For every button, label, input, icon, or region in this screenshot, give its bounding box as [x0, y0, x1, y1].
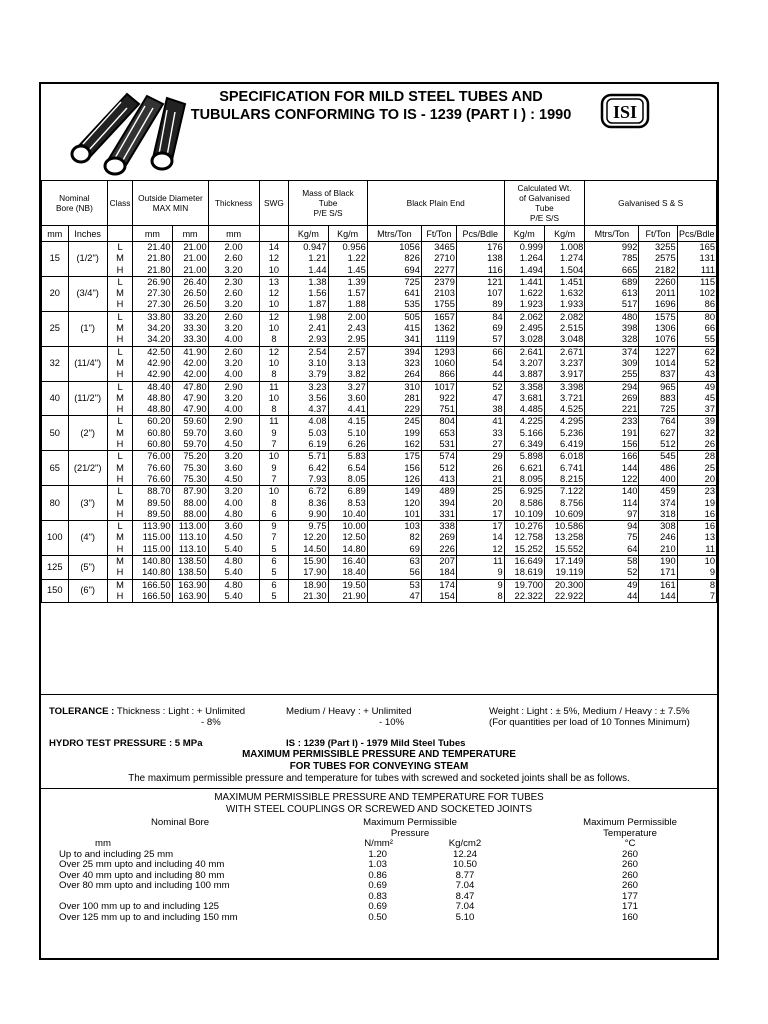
cell-mt: 1056 826 694: [367, 242, 421, 277]
mp-cell-kg: 7.04: [455, 901, 475, 912]
cell-gss: 3.398 3.721 4.525: [544, 381, 584, 416]
table-row: [42, 556, 717, 580]
mp-unit-temp: °C: [624, 838, 636, 849]
cell-cls: M H: [107, 579, 132, 603]
cell-mm: 15: [42, 242, 69, 277]
cell-min: 75.20 75.30 75.30: [172, 451, 208, 486]
cell-pe: 5.71 6.42 7.93: [289, 451, 328, 486]
mp-cell-temp: 171: [622, 901, 639, 912]
is-reference: IS : 1239 (Part I) - 1979 Mild Steel Tubes: [286, 738, 466, 749]
cell-pe: 1.98 2.41 2.93: [289, 311, 328, 346]
cell-gss: 2.671 3.237 3.917: [544, 346, 584, 381]
tolerance-thickness-light-minus: - 8%: [201, 717, 221, 728]
cell-gpcs: 8 7: [677, 579, 716, 603]
unit-cell: Kg/m: [504, 226, 544, 242]
cell-pcs: 121 107 89: [456, 276, 504, 311]
cell-inch: (3/4"): [68, 276, 107, 311]
cell-gpcs: 39 32 26: [677, 416, 716, 451]
cell-gpcs: 23 19 16: [677, 486, 716, 521]
cell-gmt: 94 75 64: [585, 521, 639, 556]
cell-mm: 20: [42, 276, 69, 311]
mp-table-title-2: WITH STEEL COUPLINGS OR SCREWED AND SOCKETED JOINTS: [225, 804, 533, 815]
mp-cell-temp: 177: [622, 890, 639, 902]
cell-swg: 12 10 8: [259, 311, 289, 346]
cell-inch: (2"): [68, 416, 107, 451]
cell-max: 60.20 60.80 60.80: [133, 416, 172, 451]
isi-mark-logo: [600, 93, 650, 129]
table-row: [42, 276, 717, 311]
cell-gss: 1.451 1.632 1.933: [544, 276, 584, 311]
table-row: [42, 311, 717, 346]
cell-gpcs: 10 9: [677, 556, 716, 580]
cell-mt: 149 120 101: [367, 486, 421, 521]
cell-gpe: 10.276 12.758 15.252: [504, 521, 544, 556]
unit-cell: Ft/Ton: [639, 226, 677, 242]
tolerance-thickness-light: Thickness : Light : + Unlimited: [116, 706, 246, 717]
cell-mm: 80: [42, 486, 69, 521]
cell-gmt: 689 613 517: [585, 276, 639, 311]
cell-gss: 4.295 5.236 6.419: [544, 416, 584, 451]
cell-gmt: 49 44: [585, 579, 639, 603]
cell-max: 42.50 42.90 42.90: [133, 346, 172, 381]
cell-ft: 207 184: [421, 556, 456, 580]
cell-ft: 1293 1060 866: [421, 346, 456, 381]
cell-inch: (11/2"): [68, 381, 107, 416]
mp-cell-nmm: 1.20: [368, 848, 387, 860]
cell-thk: 3.60 4.50 5.40: [208, 521, 259, 556]
cell-pe: 6.72 8.36 9.90: [289, 486, 328, 521]
cell-swg: 6 5: [259, 556, 289, 580]
cell-thk: 3.20 3.60 4.50: [208, 451, 259, 486]
cell-gss: 1.008 1.274 1.504: [544, 242, 584, 277]
tolerance-block: [49, 706, 245, 718]
unit-cell: Inches: [68, 226, 107, 242]
cell-mt: 103 82 69: [367, 521, 421, 556]
cell-min: 87.90 88.00 88.00: [172, 486, 208, 521]
cell-ft: 1017 922 751: [421, 381, 456, 416]
mp-cell-bore: Over 100 mm up to and including 125: [59, 901, 219, 912]
cell-gpe: 2.062 2.495 3.028: [504, 311, 544, 346]
table-row: [42, 381, 717, 416]
unit-cell: Ft/Ton: [421, 226, 456, 242]
cell-mt: 175 156 126: [367, 451, 421, 486]
cell-pcs: 66 54 44: [456, 346, 504, 381]
cell-gmt: 140 114 97: [585, 486, 639, 521]
cell-gft: 965 883 725: [639, 381, 677, 416]
cell-cls: L M H: [107, 416, 132, 451]
mp-cell-kg: 12.24: [453, 848, 478, 860]
cell-gft: 545 486 400: [639, 451, 677, 486]
cell-swg: 10 8 6: [259, 486, 289, 521]
tolerance-medium-heavy-minus: - 10%: [379, 717, 405, 728]
header-swg: SWG: [259, 181, 289, 226]
cell-gft: 308 246 210: [639, 521, 677, 556]
cell-pe: 3.23 3.56 4.37: [289, 381, 328, 416]
table-row: [42, 416, 717, 451]
cell-ft: 574 512 413: [421, 451, 456, 486]
cell-ss: 2.57 3.13 3.82: [328, 346, 367, 381]
cell-mm: 25: [42, 311, 69, 346]
cell-max: 26.90 27.30 27.30: [133, 276, 172, 311]
cell-inch: (21/2"): [68, 451, 107, 486]
cell-max: 33.80 34.20 34.20: [133, 311, 172, 346]
cell-mt: 245 199 162: [367, 416, 421, 451]
cell-gft: 1227 1014 837: [639, 346, 677, 381]
cell-gpe: 2.641 3.207 3.887: [504, 346, 544, 381]
cell-gss: 10.586 13.258 15.552: [544, 521, 584, 556]
cell-cls: L M H: [107, 381, 132, 416]
mp-cell-temp: 260: [622, 869, 639, 881]
mp-cell-nmm: 0.83: [368, 890, 387, 902]
cell-ss: 10.00 12.50 14.80: [328, 521, 367, 556]
cell-swg: 11 9 7: [259, 416, 289, 451]
mp-row: [55, 860, 705, 871]
cell-inch: (1"): [68, 311, 107, 346]
cell-thk: 3.20 4.00 4.80: [208, 486, 259, 521]
mp-cell-nmm: 0.50: [368, 911, 387, 923]
unit-cell: mm: [42, 226, 69, 242]
cell-mm: 125: [42, 556, 69, 580]
cell-thk: 2.90 3.20 4.00: [208, 381, 259, 416]
cell-ft: 338 269 226: [421, 521, 456, 556]
cell-gpcs: 80 66 55: [677, 311, 716, 346]
cell-pe: 1.38 1.56 1.87: [289, 276, 328, 311]
cell-ss: 19.50 21.90: [328, 579, 367, 603]
cell-ss: 1.39 1.57 1.88: [328, 276, 367, 311]
table-row: [42, 486, 717, 521]
cell-inch: (6"): [68, 579, 107, 603]
cell-swg: 9 7 5: [259, 521, 289, 556]
table-row: [42, 579, 717, 603]
tolerance-medium-heavy: Medium / Heavy : + Unlimited: [286, 706, 412, 717]
header-nominal-bore: Nominal Bore (NB): [42, 181, 108, 226]
unit-cell: Pcs/Bdle: [677, 226, 716, 242]
cell-gpcs: 49 45 37: [677, 381, 716, 416]
cell-gmt: 233 191 156: [585, 416, 639, 451]
cell-mm: 100: [42, 521, 69, 556]
sheet-header: [41, 84, 717, 181]
cell-pe: 15.90 17.90: [289, 556, 328, 580]
cell-pcs: 84 69 57: [456, 311, 504, 346]
cell-max: 21.40 21.80 21.80: [133, 242, 172, 277]
mp-cell-temp: 260: [622, 848, 639, 860]
header-thickness: Thickness: [208, 181, 259, 226]
isi-logo-text: ISI: [612, 102, 638, 122]
cell-ss: 6.89 8.53 10.40: [328, 486, 367, 521]
cell-thk: 2.60 3.20 4.00: [208, 346, 259, 381]
cell-gss: 6.018 6.741 8.215: [544, 451, 584, 486]
cell-mm: 40: [42, 381, 69, 416]
cell-max: 166.50 166.50: [133, 579, 172, 603]
spec-sheet: [39, 82, 719, 960]
cell-max: 76.00 76.60 76.60: [133, 451, 172, 486]
unit-cell: mm: [208, 226, 259, 242]
cell-pe: 0.947 1.21 1.44: [289, 242, 328, 277]
cell-gpe: 4.225 5.166 6.349: [504, 416, 544, 451]
cell-swg: 10 9 7: [259, 451, 289, 486]
tolerance-weight: Weight : Light : ± 5%, Medium / Heavy : ± 7.5%: [489, 706, 690, 717]
header-outside-diameter: Outside Diameter MAX MIN: [133, 181, 208, 226]
cell-min: 47.80 47.90 47.90: [172, 381, 208, 416]
mp-header-nominal-bore: Nominal Bore: [150, 817, 210, 828]
cell-pcs: 11 9: [456, 556, 504, 580]
cell-swg: 12 10 8: [259, 346, 289, 381]
cell-mm: 50: [42, 416, 69, 451]
cell-pe: 18.90 21.30: [289, 579, 328, 603]
mp-cell-kg: 8.47: [455, 890, 475, 902]
mp-row: [55, 881, 705, 892]
cell-inch: (3"): [68, 486, 107, 521]
cell-swg: 6 5: [259, 579, 289, 603]
cell-pe: 2.54 3.10 3.79: [289, 346, 328, 381]
cell-gpcs: 62 52 43: [677, 346, 716, 381]
mp-row: [55, 913, 705, 924]
mp-cell-bore: Over 125 mm up to and including 150 mm: [59, 911, 238, 923]
cell-thk: 2.60 3.20 4.00: [208, 311, 259, 346]
cell-ft: 489 394 331: [421, 486, 456, 521]
table-row: [42, 346, 717, 381]
max-pressure-note: The maximum permissible pressure and temperature for tubes with screwed and socketed joints shall be as follows.: [128, 773, 630, 784]
cell-pcs: 176 138 116: [456, 242, 504, 277]
cell-min: 26.40 26.50 26.50: [172, 276, 208, 311]
cell-mt: 310 281 229: [367, 381, 421, 416]
cell-cls: L M H: [107, 486, 132, 521]
cell-gpcs: 165 131 111: [677, 242, 716, 277]
cell-ft: 174 154: [421, 579, 456, 603]
cell-min: 138.50 138.50: [172, 556, 208, 580]
mp-cell-temp: 260: [622, 880, 639, 891]
unit-cell: Pcs/Bdle: [456, 226, 504, 242]
cell-gpe: 3.358 3.681 4.485: [504, 381, 544, 416]
cell-gpcs: 16 13 11: [677, 521, 716, 556]
cell-gmt: 166 144 122: [585, 451, 639, 486]
cell-pcs: 9 8: [456, 579, 504, 603]
cell-pcs: 41 33 27: [456, 416, 504, 451]
cell-ft: 1657 1362 1119: [421, 311, 456, 346]
cell-cls: L M H: [107, 276, 132, 311]
tolerance-label: TOLERANCE :: [49, 706, 115, 717]
cell-ft: 804 653 531: [421, 416, 456, 451]
cell-gft: 2260 2011 1696: [639, 276, 677, 311]
mp-cell-kg: 5.10: [455, 911, 475, 923]
cell-gmt: 58 52: [585, 556, 639, 580]
unit-row: [42, 226, 717, 242]
mp-cell-kg: 8.77: [455, 869, 475, 881]
cell-inch: (4"): [68, 521, 107, 556]
cell-gpe: 19.700 22.322: [504, 579, 544, 603]
unit-cell: Kg/m: [289, 226, 328, 242]
cell-ss: 2.00 2.43 2.95: [328, 311, 367, 346]
cell-inch: (11/4"): [68, 346, 107, 381]
title-line-1: SPECIFICATION FOR MILD STEEL TUBES AND: [219, 89, 543, 105]
cell-gft: 1575 1306 1076: [639, 311, 677, 346]
cell-ss: 5.83 6.54 8.05: [328, 451, 367, 486]
table-row: [42, 521, 717, 556]
header-class: Class: [107, 181, 132, 226]
mp-cell-nmm: 0.69: [368, 880, 387, 891]
mp-cell-bore: Over 25 mm upto and including 40 mm: [59, 859, 225, 870]
cell-max: 140.80 140.80: [133, 556, 172, 580]
cell-gpcs: 28 25 20: [677, 451, 716, 486]
cell-cls: L M H: [107, 242, 132, 277]
mp-cell-bore: Over 40 mm upto and including 80 mm: [59, 869, 225, 881]
max-pressure-heading-2: FOR TUBES FOR CONVEYING STEAM: [289, 761, 469, 772]
cell-swg: 11 10 8: [259, 381, 289, 416]
cell-ss: 3.27 3.60 4.41: [328, 381, 367, 416]
cell-gss: 17.149 19.119: [544, 556, 584, 580]
mp-table-title-1: MAXIMUM PERMISSIBLE PRESSURE AND TEMPERATURE FOR TUBES: [214, 792, 544, 803]
tolerance-weight-note: (For quantities per load of 10 Tonnes Minimum): [489, 717, 690, 728]
cell-mt: 394 323 264: [367, 346, 421, 381]
cell-thk: 4.80 5.40: [208, 579, 259, 603]
cell-ss: 16.40 18.40: [328, 556, 367, 580]
mp-header-pressure: Maximum Permissible Pressure: [363, 817, 457, 839]
cell-cls: L M H: [107, 521, 132, 556]
table-row: [42, 451, 717, 486]
cell-pcs: 25 20 17: [456, 486, 504, 521]
max-pressure-table: [55, 816, 705, 923]
cell-pcs: 52 47 38: [456, 381, 504, 416]
mp-cell-bore: Over 80 mm upto and including 100 mm: [59, 880, 230, 891]
cell-gmt: 480 398 328: [585, 311, 639, 346]
cell-gmt: 992 785 665: [585, 242, 639, 277]
section-divider: [41, 788, 717, 789]
cell-gft: 3255 2575 2182: [639, 242, 677, 277]
unit-cell: mm: [133, 226, 172, 242]
cell-gss: 20.300 22.922: [544, 579, 584, 603]
cell-mt: 505 415 341: [367, 311, 421, 346]
cell-gpe: 0.999 1.264 1.494: [504, 242, 544, 277]
unit-cell: Mtrs/Ton: [367, 226, 421, 242]
cell-pe: 4.08 5.03 6.19: [289, 416, 328, 451]
cell-mt: 53 47: [367, 579, 421, 603]
cell-cls: L M H: [107, 346, 132, 381]
unit-cell: Kg/m: [328, 226, 367, 242]
mp-cell-nmm: 1.03: [368, 859, 387, 870]
header-black-plain-end: Black Plain End: [367, 181, 504, 226]
header-calculated-weight: Calculated Wt. of Galvanised Tube P/E S/S: [504, 181, 585, 226]
cell-cls: L M H: [107, 311, 132, 346]
unit-cell: mm: [172, 226, 208, 242]
unit-cell: Mtrs/Ton: [585, 226, 639, 242]
unit-cell: [107, 226, 132, 242]
cell-swg: 14 12 10: [259, 242, 289, 277]
mp-cell-temp: 160: [622, 911, 639, 923]
cell-min: 21.00 21.00 21.00: [172, 242, 208, 277]
cell-gpe: 5.898 6.621 8.095: [504, 451, 544, 486]
cell-pcs: 29 26 21: [456, 451, 504, 486]
cell-gpe: 1.441 1.622 1.923: [504, 276, 544, 311]
cell-gpe: 6.925 8.586 10.109: [504, 486, 544, 521]
cell-ft: 3465 2710 2277: [421, 242, 456, 277]
cell-cls: L M H: [107, 451, 132, 486]
cell-min: 163.90 163.90: [172, 579, 208, 603]
cell-thk: 2.90 3.60 4.50: [208, 416, 259, 451]
cell-gmt: 374 309 255: [585, 346, 639, 381]
cell-min: 59.60 59.70 59.70: [172, 416, 208, 451]
unit-cell: Kg/m: [544, 226, 584, 242]
cell-thk: 4.80 5.40: [208, 556, 259, 580]
page-title: [181, 88, 581, 124]
header-mass-black-tube: Mass of Black Tube P/E S/S: [289, 181, 368, 226]
cell-ft: 2379 2103 1755: [421, 276, 456, 311]
cell-gft: 459 374 318: [639, 486, 677, 521]
cell-ss: 4.15 5.10 6.26: [328, 416, 367, 451]
mp-cell-kg: 7.04: [455, 880, 475, 891]
cell-mm: 32: [42, 346, 69, 381]
cell-max: 48.40 48.80 48.80: [133, 381, 172, 416]
cell-ss: 0.956 1.22 1.45: [328, 242, 367, 277]
cell-gft: 190 171: [639, 556, 677, 580]
mp-unit-kgcm: Kg/cm2: [448, 838, 482, 849]
cell-min: 113.00 113.10 113.10: [172, 521, 208, 556]
cell-gmt: 294 269 221: [585, 381, 639, 416]
mp-unit-nmm: N/mm²: [364, 838, 393, 849]
max-pressure-heading-1: MAXIMUM PERMISSIBLE PRESSURE AND TEMPERATURE: [242, 749, 516, 760]
cell-min: 33.20 33.30 33.30: [172, 311, 208, 346]
specification-table: [41, 180, 717, 603]
cell-inch: (1/2"): [68, 242, 107, 277]
cell-pcs: 17 14 12: [456, 521, 504, 556]
table-bottom-divider: [41, 694, 717, 695]
title-line-2: TUBULARS CONFORMING TO IS - 1239 (PART I ) : 1990: [190, 107, 572, 123]
cell-mt: 63 56: [367, 556, 421, 580]
mp-cell-kg: 10.50: [453, 859, 478, 870]
mp-cell-nmm: 0.69: [368, 901, 387, 912]
cell-mt: 725 641 535: [367, 276, 421, 311]
cell-max: 88.70 89.50 89.50: [133, 486, 172, 521]
table-row: [42, 242, 717, 277]
cell-inch: (5"): [68, 556, 107, 580]
cell-mm: 65: [42, 451, 69, 486]
mp-cell-nmm: 0.86: [368, 869, 387, 881]
cell-min: 41.90 42.00 42.00: [172, 346, 208, 381]
cell-gft: 764 627 512: [639, 416, 677, 451]
mp-cell-bore: Up to and including 25 mm: [59, 848, 174, 860]
cell-thk: 2.30 2.60 3.20: [208, 276, 259, 311]
cell-max: 113.90 115.00 115.00: [133, 521, 172, 556]
cell-swg: 13 12 10: [259, 276, 289, 311]
mp-cell-temp: 260: [622, 859, 639, 870]
cell-gss: 7.122 8.756 10.609: [544, 486, 584, 521]
mp-unit-mm: mm: [95, 838, 111, 849]
cell-gpcs: 115 102 86: [677, 276, 716, 311]
cell-mm: 150: [42, 579, 69, 603]
cell-thk: 2.00 2.60 3.20: [208, 242, 259, 277]
cell-cls: M H: [107, 556, 132, 580]
hydro-test-pressure: HYDRO TEST PRESSURE : 5 MPa: [49, 738, 203, 749]
cell-gss: 2.082 2.515 3.048: [544, 311, 584, 346]
unit-cell: [259, 226, 289, 242]
header-galvanised: Galvanised S & S: [585, 181, 717, 226]
cell-gpe: 16.649 18.619: [504, 556, 544, 580]
cell-pe: 9.75 12.20 14.50: [289, 521, 328, 556]
cell-gft: 161 144: [639, 579, 677, 603]
mp-header-temperature: Maximum Permissible Temperature: [583, 817, 677, 839]
mp-row: [55, 902, 705, 913]
